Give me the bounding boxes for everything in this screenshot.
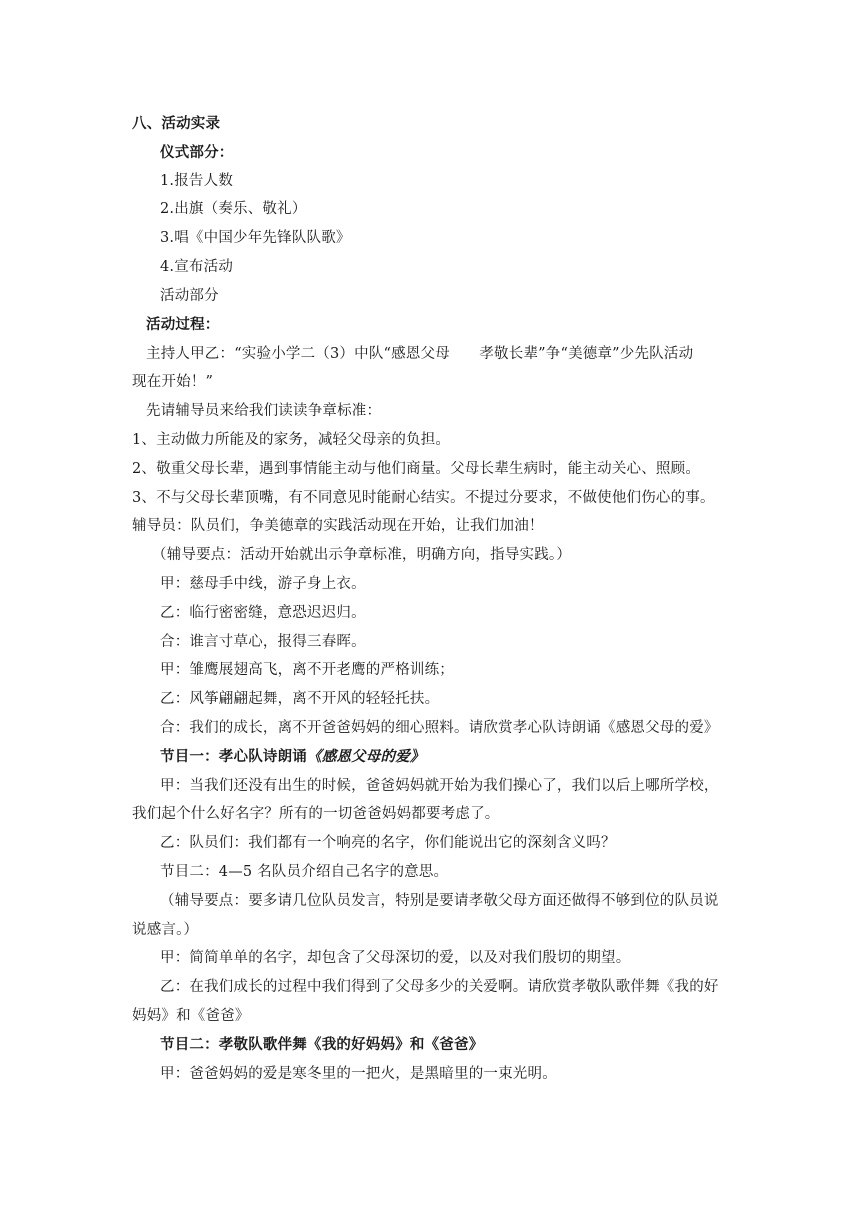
ceremony-item: 2.出旗（奏乐、敬礼）	[160, 201, 307, 217]
program-title: 《我的好妈妈》和《爸爸》	[307, 1037, 484, 1053]
ceremony-item: 3.唱《中国少年先锋队队歌》	[160, 230, 351, 246]
counselor-line: 辅导员：队员们，争美德章的实践活动现在开始，让我们加油！	[132, 518, 544, 534]
program-line: 节目二：4—5 名队员介绍自己名字的意思。	[160, 864, 449, 880]
dialogue-line: 我们起个什么好名字？所有的一切爸爸妈妈都要考虑了。	[132, 806, 500, 822]
program-heading	[160, 747, 425, 767]
section-heading: 八、活动实录	[132, 116, 221, 132]
host-line: 主持人甲乙：“实验小学二（3）中队“感恩父母 孝敬长辈”争“美德章”少先队活动	[146, 346, 694, 362]
ceremony-item: 4.宣布活动	[160, 259, 234, 275]
dialogue-line: 妈妈》和《爸爸》	[132, 1008, 250, 1024]
dialogue-line: 乙：风筝翩翩起舞，离不开风的轻轻托扶。	[160, 691, 440, 707]
dialogue-line: 甲：慈母手中线，游子身上衣。	[160, 576, 366, 592]
dialogue-line: 甲：爸爸妈妈的爱是寒冬里的一把火，是黑暗里的一束光明。	[160, 1066, 557, 1082]
dialogue-line: 乙：队员们：我们都有一个响亮的名字，你们能说出它的深刻含义吗？	[160, 835, 616, 851]
guidance-note: （辅导要点：活动开始就出示争章标准，明确方向，指导实践。）	[152, 547, 572, 563]
program-prefix: 节目二：孝敬队歌伴舞	[160, 1037, 307, 1053]
process-title: 活动过程：	[146, 317, 220, 333]
dialogue-line: 合：我们的成长，离不开爸爸妈妈的细心照料。请欣赏孝心队诗朗诵《感恩父母的爱》	[160, 720, 719, 736]
rule-item: 3、不与父母长辈顶嘴，有不同意见时能耐心结实。不提过分要求，不做使他们伤心的事。	[132, 490, 715, 506]
rule-item: 2、敬重父母长辈，遇到事情能主动与他们商量。父母长辈生病时，能主动关心、照顾。	[132, 461, 701, 477]
dialogue-line: 甲：雏鹰展翅高飞，离不开老鹰的严格训练；	[160, 662, 454, 678]
ceremony-item: 1.报告人数	[160, 173, 234, 189]
dialogue-line: 合：谁言寸草心，报得三春晖。	[160, 634, 366, 650]
program-title: 《感恩父母的爱》	[307, 749, 425, 765]
ceremony-title: 仪式部分：	[160, 145, 234, 161]
guidance-note: 说感言。）	[132, 922, 199, 938]
activity-part-label: 活动部分	[160, 288, 219, 304]
program-heading	[160, 1035, 483, 1055]
dialogue-line: 乙：临行密密缝，意恐迟迟归。	[160, 605, 366, 621]
dialogue-line: 甲：当我们还没有出生的时候，爸爸妈妈就开始为我们操心了，我们以后上哪所学校，	[160, 778, 719, 794]
dialogue-line: 乙：在我们成长的过程中我们得到了父母多少的关爱啊。请欣赏孝敬队歌伴舞《我的好	[160, 979, 719, 995]
program-prefix: 节目一：孝心队诗朗诵	[160, 749, 307, 765]
guidance-note: （辅导要点：要多请几位队员发言，特别是要请孝敬父母方面还做得不够到位的队员说	[160, 893, 719, 909]
dialogue-line: 甲：简简单单的名字，却包含了父母深切的爱，以及对我们殷切的期望。	[160, 950, 631, 966]
invite-line: 先请辅导员来给我们读读争章标准：	[146, 403, 382, 419]
rule-item: 1、主动做力所能及的家务，减轻父母亲的负担。	[132, 432, 451, 448]
host-line: 现在开始！”	[132, 374, 214, 390]
